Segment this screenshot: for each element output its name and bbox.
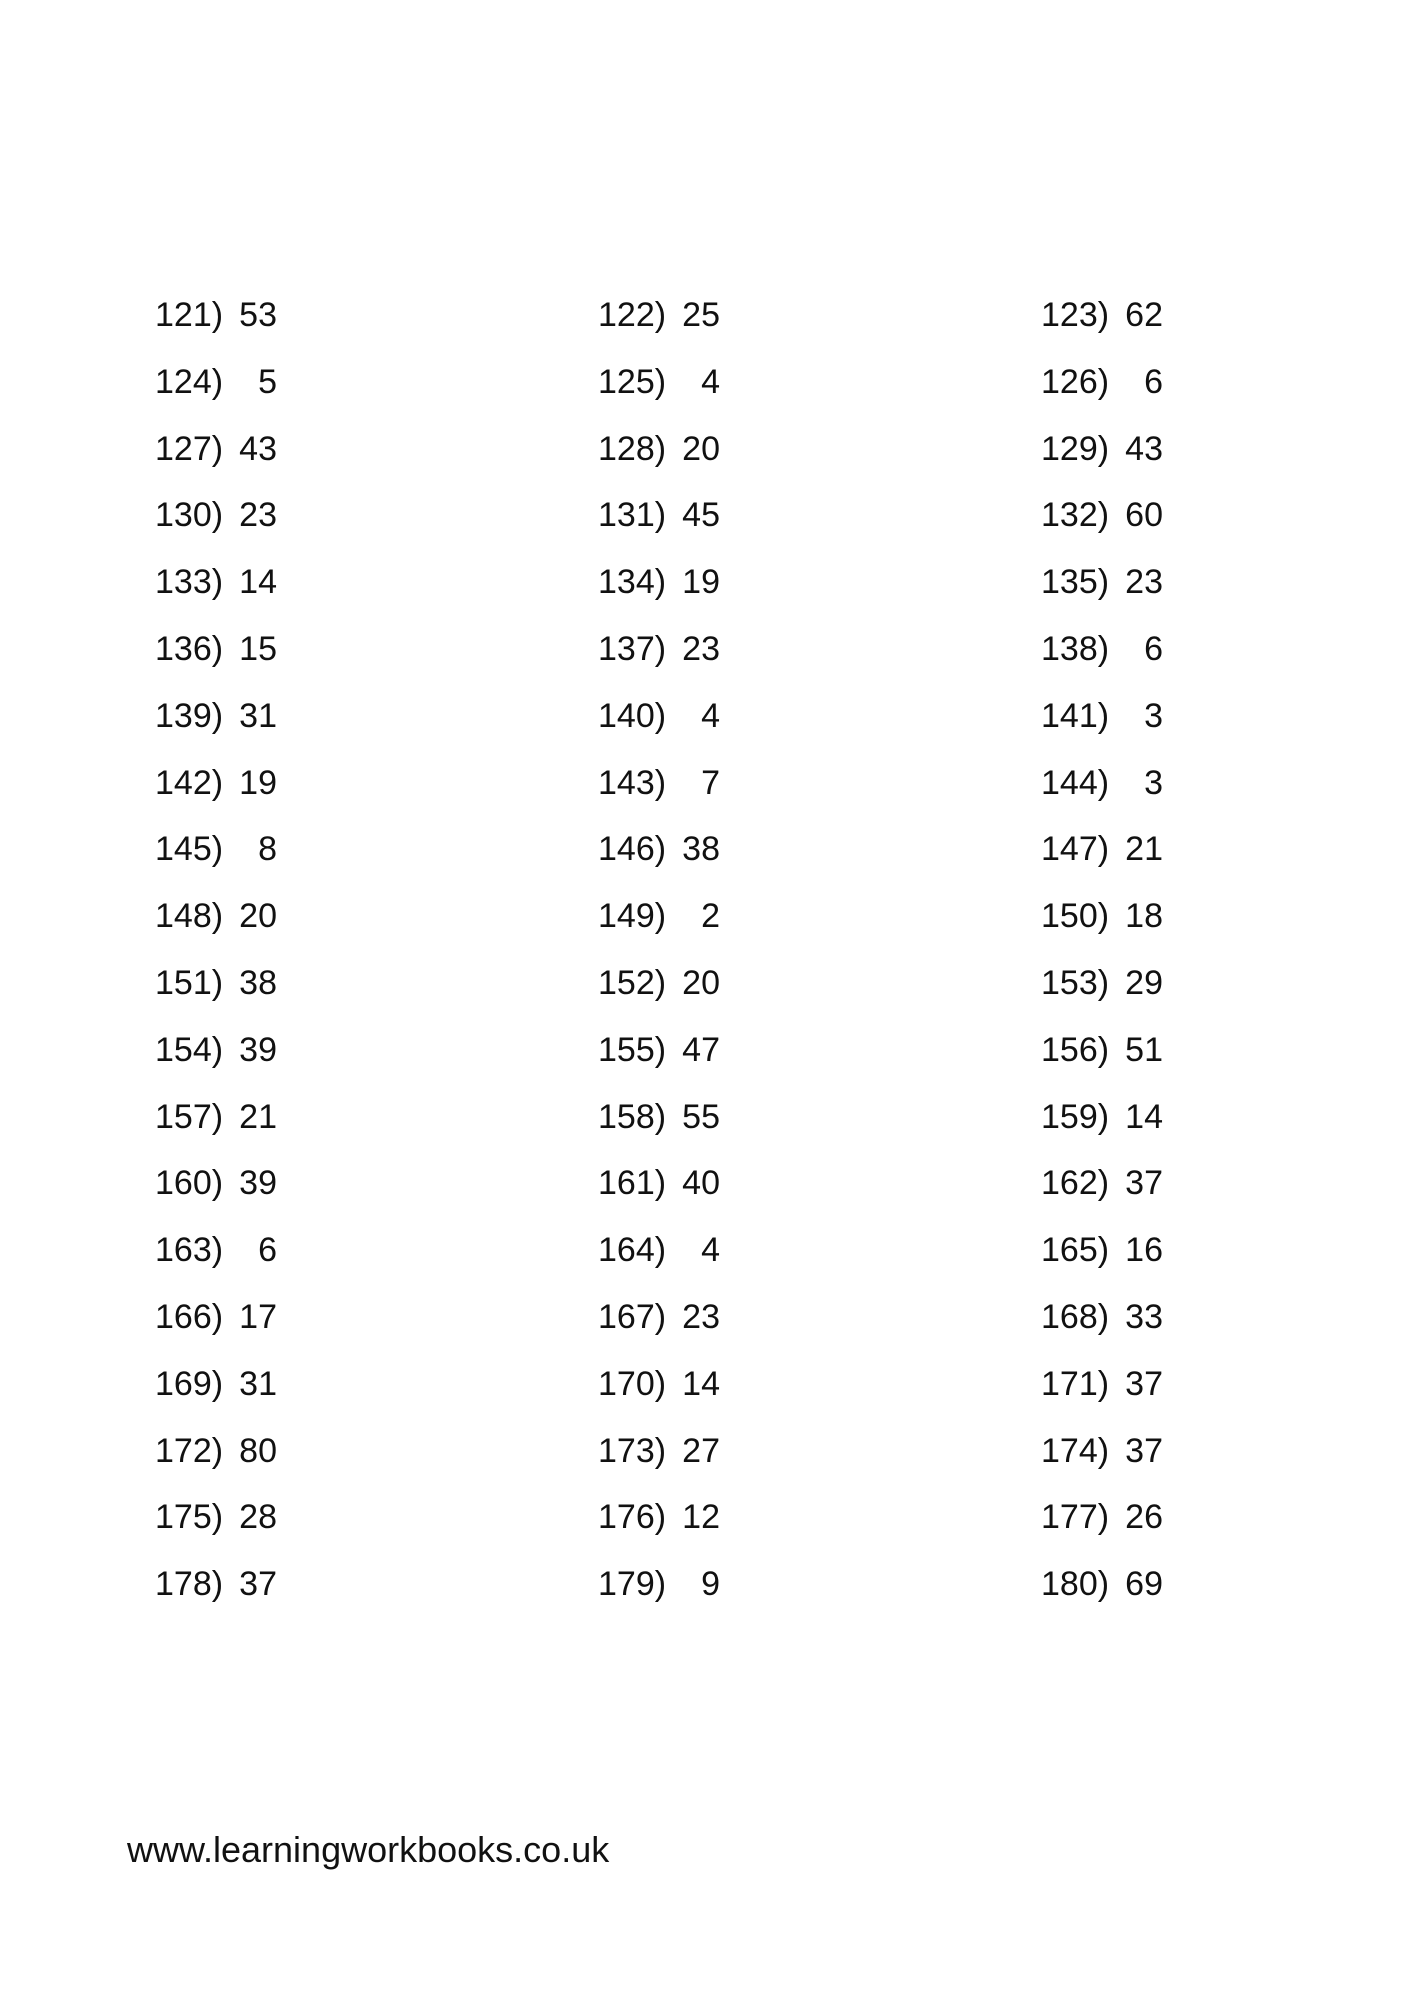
question-number: 121) (155, 296, 224, 334)
answer-item (155, 958, 277, 1008)
answer-item (598, 1492, 720, 1542)
answer-value: 25 (682, 296, 720, 334)
answer-item (1041, 1025, 1163, 1075)
question-number: 167) (598, 1297, 667, 1336)
answer-value: 17 (239, 1297, 277, 1336)
question-number: 158) (598, 1097, 667, 1136)
answer-row (0, 357, 1414, 424)
answer-item (598, 691, 720, 741)
question-number: 175) (155, 1498, 224, 1537)
answer-item (155, 624, 277, 674)
answer-value: 39 (239, 1030, 277, 1069)
answer-item (155, 424, 277, 474)
answer-item (1041, 1359, 1163, 1409)
question-number: 172) (155, 1431, 224, 1470)
question-number: 162) (1041, 1164, 1110, 1203)
question-number: 149) (598, 897, 667, 936)
answer-item (598, 1426, 720, 1476)
question-number: 130) (155, 496, 224, 535)
answer-value: 19 (682, 563, 720, 602)
answer-value: 40 (682, 1164, 720, 1203)
answer-item (1041, 691, 1163, 741)
question-number: 161) (598, 1164, 667, 1203)
answer-value: 2 (701, 897, 720, 936)
answer-row (0, 1225, 1414, 1292)
answer-value: 4 (701, 362, 720, 401)
answer-value: 14 (1125, 1097, 1163, 1136)
answer-value: 27 (682, 1431, 720, 1470)
answer-value: 21 (1125, 830, 1163, 869)
answer-item (1041, 958, 1163, 1008)
answer-item (155, 824, 277, 874)
question-number: 145) (155, 830, 224, 869)
answer-value: 6 (1144, 629, 1163, 668)
question-number: 148) (155, 897, 224, 936)
answer-item (155, 1426, 277, 1476)
question-number: 155) (598, 1030, 667, 1069)
answer-value: 60 (1125, 496, 1163, 535)
answer-item (155, 891, 277, 941)
answer-item (155, 290, 277, 340)
answer-value: 7 (701, 763, 720, 802)
question-number: 169) (155, 1364, 224, 1403)
answer-item (598, 557, 720, 607)
answer-item (155, 357, 277, 407)
answer-row (0, 557, 1414, 624)
answer-value: 21 (239, 1097, 277, 1136)
answer-value: 6 (258, 1231, 277, 1270)
question-number: 164) (598, 1231, 667, 1270)
question-number: 153) (1041, 963, 1110, 1002)
question-number: 174) (1041, 1431, 1110, 1470)
question-number: 178) (155, 1565, 224, 1604)
answer-item (598, 1025, 720, 1075)
answer-value: 62 (1125, 296, 1163, 334)
question-number: 138) (1041, 629, 1110, 668)
question-number: 128) (598, 429, 667, 468)
answer-item (598, 624, 720, 674)
question-number: 127) (155, 429, 224, 468)
answer-item (1041, 824, 1163, 874)
answer-item (155, 1292, 277, 1342)
question-number: 126) (1041, 362, 1110, 401)
answer-value: 47 (682, 1030, 720, 1069)
question-number: 141) (1041, 696, 1110, 735)
answer-item (155, 1492, 277, 1542)
question-number: 146) (598, 830, 667, 869)
answer-item (1041, 357, 1163, 407)
question-number: 171) (1041, 1364, 1110, 1403)
answer-value: 15 (239, 629, 277, 668)
answer-item (598, 824, 720, 874)
answer-item (155, 758, 277, 808)
question-number: 179) (598, 1565, 667, 1604)
answer-row (0, 1292, 1414, 1359)
answer-item (1041, 490, 1163, 540)
answer-row (0, 424, 1414, 491)
answer-item (1041, 1492, 1163, 1542)
answer-item (598, 758, 720, 808)
question-number: 134) (598, 563, 667, 602)
answer-item (1041, 1559, 1163, 1609)
question-number: 131) (598, 496, 667, 535)
answer-value: 53 (239, 296, 277, 334)
question-number: 122) (598, 296, 667, 334)
question-number: 144) (1041, 763, 1110, 802)
answer-value: 9 (701, 1565, 720, 1604)
answer-row (0, 1092, 1414, 1159)
answer-item (155, 1559, 277, 1609)
answer-value: 14 (239, 563, 277, 602)
answer-value: 3 (1144, 763, 1163, 802)
answer-value: 18 (1125, 897, 1163, 936)
question-number: 136) (155, 629, 224, 668)
question-number: 180) (1041, 1565, 1110, 1604)
question-number: 123) (1041, 296, 1110, 334)
answer-item (1041, 1092, 1163, 1142)
question-number: 157) (155, 1097, 224, 1136)
question-number: 125) (598, 362, 667, 401)
question-number: 147) (1041, 830, 1110, 869)
answer-item (598, 1359, 720, 1409)
question-number: 143) (598, 763, 667, 802)
answer-value: 31 (239, 696, 277, 735)
answer-grid (0, 290, 1414, 1626)
answer-value: 23 (239, 496, 277, 535)
question-number: 173) (598, 1431, 667, 1470)
question-number: 142) (155, 763, 224, 802)
question-number: 133) (155, 563, 224, 602)
answer-value: 5 (258, 362, 277, 401)
answer-item (155, 1359, 277, 1409)
answer-item (1041, 557, 1163, 607)
answer-item (1041, 1225, 1163, 1275)
answer-row (0, 290, 1414, 357)
answer-item (598, 357, 720, 407)
answer-row (0, 1559, 1414, 1626)
question-number: 165) (1041, 1231, 1110, 1270)
answer-row (0, 624, 1414, 691)
answer-item (155, 1225, 277, 1275)
answer-value: 26 (1125, 1498, 1163, 1537)
question-number: 132) (1041, 496, 1110, 535)
question-number: 139) (155, 696, 224, 735)
answer-row (0, 1426, 1414, 1493)
answer-row (0, 1359, 1414, 1426)
question-number: 170) (598, 1364, 667, 1403)
question-number: 129) (1041, 429, 1110, 468)
answer-value: 8 (258, 830, 277, 869)
answer-value: 23 (682, 1297, 720, 1336)
answer-value: 19 (239, 763, 277, 802)
question-number: 135) (1041, 563, 1110, 602)
answer-value: 38 (239, 963, 277, 1002)
question-number: 159) (1041, 1097, 1110, 1136)
answer-value: 37 (239, 1565, 277, 1604)
answer-value: 6 (1144, 362, 1163, 401)
answer-row (0, 1158, 1414, 1225)
answer-item (1041, 290, 1163, 340)
answer-item (598, 1559, 720, 1609)
answer-row (0, 490, 1414, 557)
answer-value: 43 (1125, 429, 1163, 468)
answer-item (598, 290, 720, 340)
question-number: 168) (1041, 1297, 1110, 1336)
answer-item (1041, 891, 1163, 941)
answer-value: 4 (701, 696, 720, 735)
answer-item (1041, 1426, 1163, 1476)
answer-item (598, 958, 720, 1008)
answer-value: 55 (682, 1097, 720, 1136)
answer-value: 23 (682, 629, 720, 668)
question-number: 166) (155, 1297, 224, 1336)
answer-value: 4 (701, 1231, 720, 1270)
answer-item (155, 1092, 277, 1142)
answer-value: 20 (682, 429, 720, 468)
answer-value: 45 (682, 496, 720, 535)
answer-value: 29 (1125, 963, 1163, 1002)
answer-item (598, 891, 720, 941)
answer-item (1041, 1292, 1163, 1342)
answer-value: 51 (1125, 1030, 1163, 1069)
question-number: 124) (155, 362, 224, 401)
answer-item (598, 1158, 720, 1208)
question-number: 151) (155, 963, 224, 1002)
answer-value: 33 (1125, 1297, 1163, 1336)
answer-value: 12 (682, 1498, 720, 1537)
answer-value: 37 (1125, 1431, 1163, 1470)
answer-item (155, 691, 277, 741)
answer-row (0, 1492, 1414, 1559)
answer-value: 23 (1125, 563, 1163, 602)
answer-row (0, 958, 1414, 1025)
answer-row (0, 891, 1414, 958)
answer-item (155, 557, 277, 607)
answer-item (598, 1292, 720, 1342)
question-number: 140) (598, 696, 667, 735)
answer-value: 80 (239, 1431, 277, 1470)
answer-value: 69 (1125, 1565, 1163, 1604)
answer-row (0, 691, 1414, 758)
answer-row (0, 758, 1414, 825)
answer-value: 37 (1125, 1164, 1163, 1203)
answer-value: 16 (1125, 1231, 1163, 1270)
answer-value: 20 (682, 963, 720, 1002)
question-number: 154) (155, 1030, 224, 1069)
answer-value: 39 (239, 1164, 277, 1203)
question-number: 163) (155, 1231, 224, 1270)
answer-item (598, 1092, 720, 1142)
question-number: 176) (598, 1498, 667, 1537)
answer-item (598, 424, 720, 474)
answer-value: 28 (239, 1498, 277, 1537)
answer-item (598, 1225, 720, 1275)
answer-item (1041, 1158, 1163, 1208)
answer-value: 31 (239, 1364, 277, 1403)
question-number: 177) (1041, 1498, 1110, 1537)
answer-item (1041, 624, 1163, 674)
answer-value: 14 (682, 1364, 720, 1403)
answer-item (1041, 424, 1163, 474)
answer-row (0, 1025, 1414, 1092)
answer-item (1041, 758, 1163, 808)
footer-website: www.learningworkbooks.co.uk (127, 1829, 610, 1870)
answer-item (598, 490, 720, 540)
answer-value: 37 (1125, 1364, 1163, 1403)
answer-item (155, 490, 277, 540)
answer-item (155, 1158, 277, 1208)
question-number: 152) (598, 963, 667, 1002)
answer-row (0, 824, 1414, 891)
answer-value: 38 (682, 830, 720, 869)
question-number: 160) (155, 1164, 224, 1203)
answer-value: 3 (1144, 696, 1163, 735)
answer-value: 43 (239, 429, 277, 468)
answer-value: 20 (239, 897, 277, 936)
answer-item (155, 1025, 277, 1075)
question-number: 156) (1041, 1030, 1110, 1069)
question-number: 137) (598, 629, 667, 668)
question-number: 150) (1041, 897, 1110, 936)
